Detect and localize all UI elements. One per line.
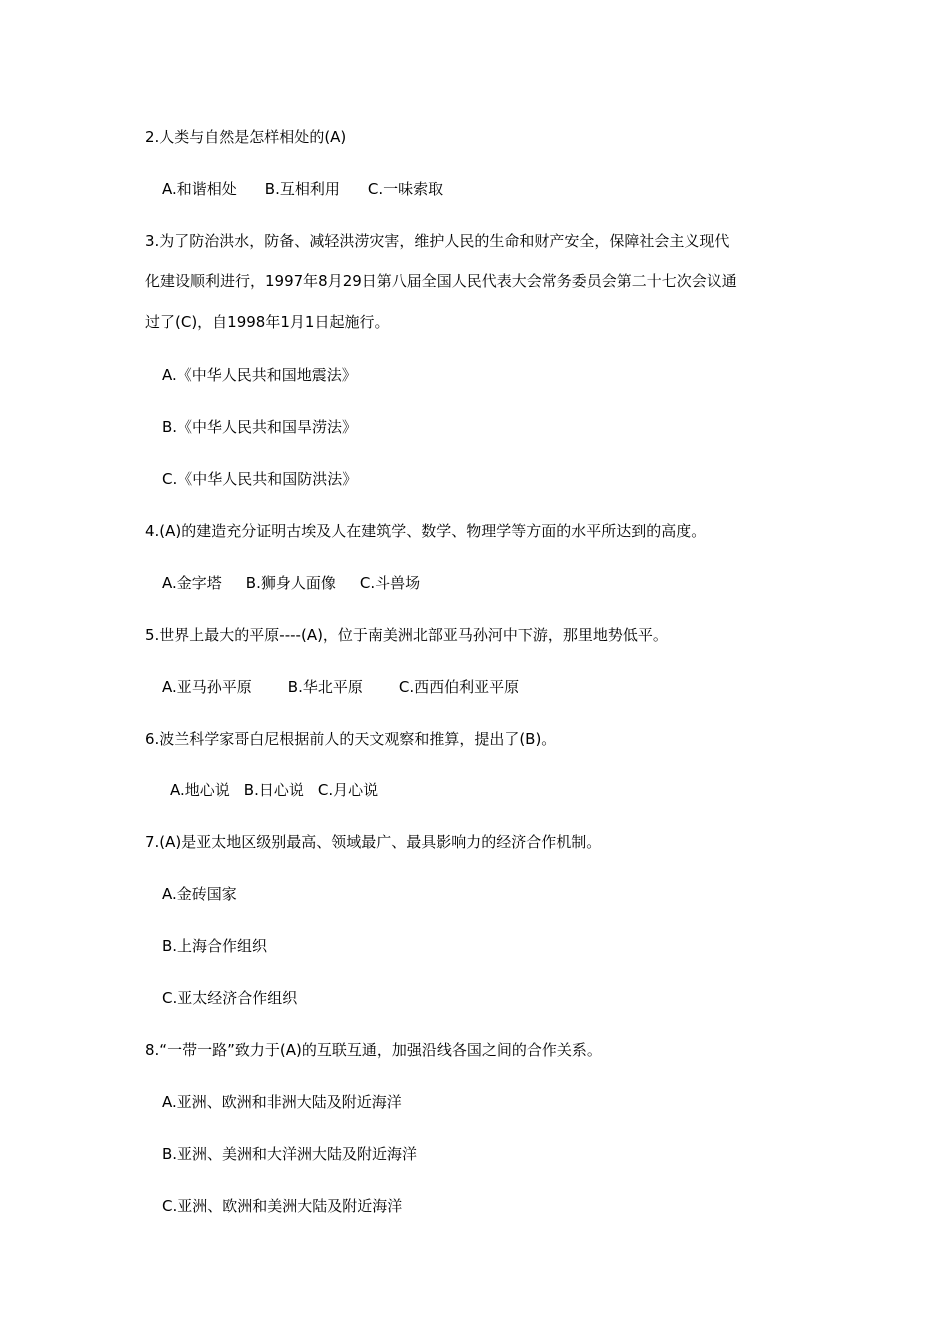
option-b: B.华北平原 — [287, 678, 363, 696]
question-3-stem-line-2: 化建设顺利进行，1997年8月29日第八届全国人民代表大会常务委员会第二十七次会议通 — [145, 272, 737, 290]
question-2-options — [162, 178, 443, 200]
question-8-option-c: C.亚洲、欧洲和美洲大陆及附近海洋 — [162, 1197, 403, 1215]
question-4-options — [162, 572, 420, 594]
option-c: C.月心说 — [317, 781, 379, 799]
question-5-options — [162, 676, 519, 698]
option-c: C.西西伯利亚平原 — [398, 678, 520, 696]
question-7-stem: 7.(A)是亚太地区级别最高、领域最广、最具影响力的经济合作机制。 — [145, 833, 602, 851]
option-b: B.互相利用 — [264, 180, 340, 198]
option-b: B.日心说 — [243, 781, 304, 799]
question-3-stem-line-3: 过了(C)，自1998年1月1日起施行。 — [145, 313, 390, 331]
question-3-option-a: A.《中华人民共和国地震法》 — [162, 366, 357, 384]
option-a: A.和谐相处 — [162, 180, 237, 198]
question-3-option-c: C.《中华人民共和国防洪法》 — [162, 470, 358, 488]
question-3-stem-line-1: 3.为了防治洪水，防备、减轻洪涝灾害，维护人民的生命和财产安全，保障社会主义现代 — [145, 232, 730, 250]
option-a: A.亚马孙平原 — [162, 678, 252, 696]
question-8-option-b: B.亚洲、美洲和大洋洲大陆及附近海洋 — [162, 1145, 418, 1163]
option-a: A.地心说 — [170, 781, 230, 799]
option-b: B.狮身人面像 — [245, 574, 336, 592]
question-4-stem: 4.(A)的建造充分证明古埃及人在建筑学、数学、物理学等方面的水平所达到的高度。 — [145, 522, 707, 540]
question-7-option-a: A.金砖国家 — [162, 885, 237, 903]
option-c: C.斗兽场 — [359, 574, 421, 592]
question-5-stem: 5.世界上最大的平原----(A)，位于南美洲北部亚马孙河中下游，那里地势低平。 — [145, 626, 668, 644]
option-c: C.一味索取 — [367, 180, 444, 198]
question-8-stem: 8.“一带一路”致力于(A)的互联互通，加强沿线各国之间的合作关系。 — [145, 1041, 602, 1059]
question-6-options — [170, 779, 378, 801]
option-a: A.金字塔 — [162, 574, 222, 592]
question-2-stem: 2.人类与自然是怎样相处的(A) — [145, 128, 347, 146]
question-8-option-a: A.亚洲、欧洲和非洲大陆及附近海洋 — [162, 1093, 402, 1111]
question-7-option-b: B.上海合作组织 — [162, 937, 268, 955]
question-6-stem: 6.波兰科学家哥白尼根据前人的天文观察和推算，提出了(B)。 — [145, 730, 557, 748]
question-3-option-b: B.《中华人民共和国旱涝法》 — [162, 418, 358, 436]
question-7-option-c: C.亚太经济合作组织 — [162, 989, 298, 1007]
